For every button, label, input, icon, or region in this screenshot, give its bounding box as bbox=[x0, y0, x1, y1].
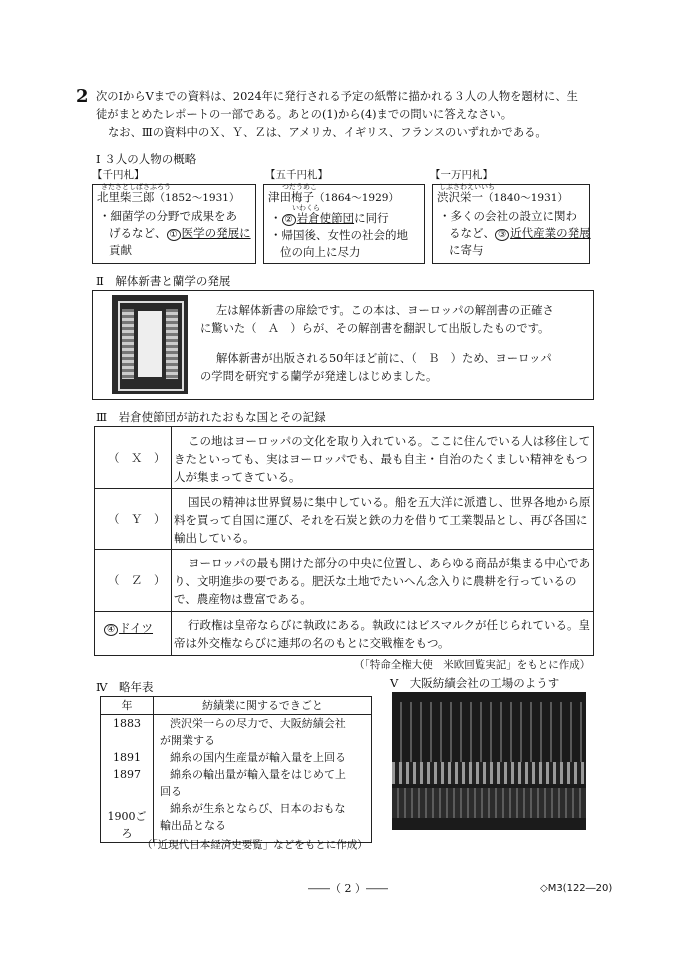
question-number: 2 bbox=[76, 86, 89, 107]
table-row bbox=[101, 749, 372, 766]
row-germany-line1: 行政権は皇帝ならびに執政にある。執政にはビスマルクが任じられている。皇 bbox=[188, 618, 591, 632]
person2-underlined: 岩倉使節団 bbox=[296, 211, 355, 225]
section2-para1b: に驚いた（ Ａ ）らが、その解剖書を翻訳して出版したものです。 bbox=[200, 322, 550, 335]
chronology-table bbox=[100, 696, 372, 843]
col-year-header: 年 bbox=[101, 697, 154, 715]
row-y-line2: 料を買って自国に運び、それを石炭と鉄の力を借りて工業製品とし、再び各国に bbox=[174, 513, 588, 527]
person2-line1-tail: に同行 bbox=[354, 211, 389, 225]
person3-line3: に寄与 bbox=[449, 243, 484, 257]
person2-bullet: ・ bbox=[270, 211, 282, 225]
question-line2: 徒がまとめたレポートの一部である。あとの(1)から(4)までの問いに答えなさい。 bbox=[96, 108, 513, 121]
person3-ruby: しぶさわえいいち bbox=[439, 183, 495, 191]
section4-source: （「近現代日本経済史要覧」などをもとに作成） bbox=[142, 839, 368, 851]
event-line: 輸出品となる bbox=[160, 819, 226, 832]
person3-underlined: 近代産業の発展 bbox=[510, 226, 591, 240]
person3-name: 渋沢栄一 bbox=[437, 190, 483, 204]
row-germany-label-wrap bbox=[104, 619, 153, 639]
person2-box bbox=[263, 184, 425, 264]
person1-years: （1852〜1931） bbox=[154, 192, 240, 204]
person3-line2: るなど、 bbox=[449, 226, 495, 240]
person1-box bbox=[92, 184, 256, 264]
mark-3: ③ bbox=[495, 229, 509, 241]
mark-4: ④ bbox=[104, 624, 118, 636]
event-line: 綿糸が生糸とならび、日本のおもな bbox=[170, 802, 346, 815]
row-germany-line2: 帝は外交権ならびに連邦の名のもとに交戦権をもつ。 bbox=[174, 636, 450, 650]
person2-heading bbox=[268, 188, 399, 207]
section5-title: Ⅴ 大阪紡績会社の工場のようす bbox=[390, 676, 560, 690]
row-x-label: （ Ｘ ） bbox=[108, 451, 166, 465]
mark-1: ① bbox=[167, 229, 181, 241]
row-z-label: （ Ｚ ） bbox=[108, 573, 166, 587]
question-line3: なお、Ⅲの資料中のＸ、Ｙ、Ｚは、アメリカ、イギリス、フランスのいずれかである。 bbox=[108, 126, 547, 139]
section3-source: （「特命全権大使 米欧回覧実記」をもとに作成） bbox=[354, 659, 591, 671]
event-line: 回る bbox=[160, 785, 182, 798]
year-cell: 1900ごろ bbox=[101, 800, 154, 843]
row-x-line3: 人が集まってきている。 bbox=[174, 470, 301, 484]
year-cell: 1891 bbox=[101, 749, 154, 766]
person3-label: 【一万円札】 bbox=[430, 169, 493, 181]
exam-code: ◇M3(122―20) bbox=[540, 883, 613, 894]
person1-label: 【千円札】 bbox=[92, 169, 145, 181]
person1-line1: ・細菌学の分野で成果をあ bbox=[99, 209, 237, 223]
row-y-label: （ Ｙ ） bbox=[108, 512, 166, 526]
page-number: ――（ 2 ）―― bbox=[308, 882, 388, 895]
col-event-header: 紡績業に関するできごと bbox=[154, 697, 372, 715]
event-cell bbox=[154, 749, 372, 766]
person2-line3: 位の向上に尽力 bbox=[280, 245, 361, 259]
row-x-line1: この地はヨーロッパの文化を取り入れている。ここに住んでいる人は移住して bbox=[188, 434, 591, 448]
person2-ruby2: いわくら bbox=[292, 204, 320, 212]
person1-name: 北里柴三郎 bbox=[97, 190, 155, 204]
year-cell: 1897 bbox=[101, 766, 154, 800]
section2-para1a: 左は解体新書の扉絵です。この本は、ヨーロッパの解剖書の正確さ bbox=[216, 304, 554, 317]
question-line1: 次のⅠからⅤまでの資料は、2024年に発行される予定の紙幣に描かれる３人の人物を題材に、生 bbox=[96, 90, 578, 103]
event-line: 綿糸の輸出量が輸入量をはじめて上 bbox=[170, 768, 346, 781]
person3-years: （1840〜1931） bbox=[483, 192, 568, 204]
section3-title: Ⅲ 岩倉使節団が訪れたおもな国とその記録 bbox=[96, 410, 326, 424]
person1-line3: 貢献 bbox=[109, 243, 132, 257]
section2-title: Ⅱ 解体新書と蘭学の発展 bbox=[96, 274, 231, 288]
row-x-line2: きたといっても、実はヨーロッパでも、最も自主・自治のたくましい精神をもつ bbox=[174, 452, 588, 466]
table-row bbox=[101, 766, 372, 800]
person1-line2: げるなど、 bbox=[109, 226, 167, 240]
person3-line1: ・多くの会社の設立に関わ bbox=[439, 209, 577, 223]
person1-underlined: 医学の発展に bbox=[181, 226, 251, 240]
table-row bbox=[101, 715, 372, 750]
mark-2: ② bbox=[282, 214, 296, 226]
event-cell bbox=[154, 766, 372, 800]
section4-title: Ⅳ 略年表 bbox=[96, 680, 154, 694]
person2-years: （1864〜1929） bbox=[314, 192, 399, 204]
section2-para2a: 解体新書が出版される50年ほど前に、（ Ｂ ）ため、ヨーロッパ bbox=[216, 352, 552, 365]
person1-heading bbox=[97, 188, 239, 207]
event-line: 渋沢栄一らの尽力で、大阪紡績会社 bbox=[170, 717, 346, 730]
osaka-spinning-factory-photo bbox=[392, 692, 586, 830]
event-line: が開業する bbox=[160, 734, 215, 747]
kaitai-shinsho-frontispiece-image bbox=[112, 295, 188, 394]
person2-ruby: つだうめこ bbox=[282, 183, 317, 191]
row-y-line1: 国民の精神は世界貿易に集中している。船を五大洋に派遣し、世界各地から原 bbox=[188, 495, 591, 509]
event-line: 綿糸の国内生産量が輸入量を上回る bbox=[170, 751, 346, 764]
person2-label: 【五千円札】 bbox=[265, 169, 328, 181]
row-germany-label: ドイツ bbox=[119, 621, 154, 635]
person3-box bbox=[432, 184, 590, 264]
person1-ruby: きたさとしばさぶろう bbox=[101, 183, 171, 191]
section2-para2b: の学問を研究する蘭学が発達しはじめました。 bbox=[200, 370, 438, 383]
row-z-line2: り、文明進歩の要である。肥沃な土地でたいへん念入りに農耕を行っているの bbox=[174, 574, 577, 588]
person3-heading bbox=[437, 188, 568, 207]
person2-line2: ・帰国後、女性の社会的地 bbox=[270, 228, 408, 242]
section1-title: Ⅰ ３人の人物の概略 bbox=[96, 152, 197, 166]
row-z-line1: ヨーロッパの最も開けた部分の中央に位置し、あらゆる商品が集まる中心であ bbox=[188, 556, 591, 570]
year-cell: 1883 bbox=[101, 715, 154, 750]
person2-name: 津田梅子 bbox=[268, 190, 314, 204]
event-cell bbox=[154, 715, 372, 750]
row-z-line3: で、農産物は豊富である。 bbox=[174, 592, 312, 606]
row-y-line3: 輸出している。 bbox=[174, 531, 255, 545]
